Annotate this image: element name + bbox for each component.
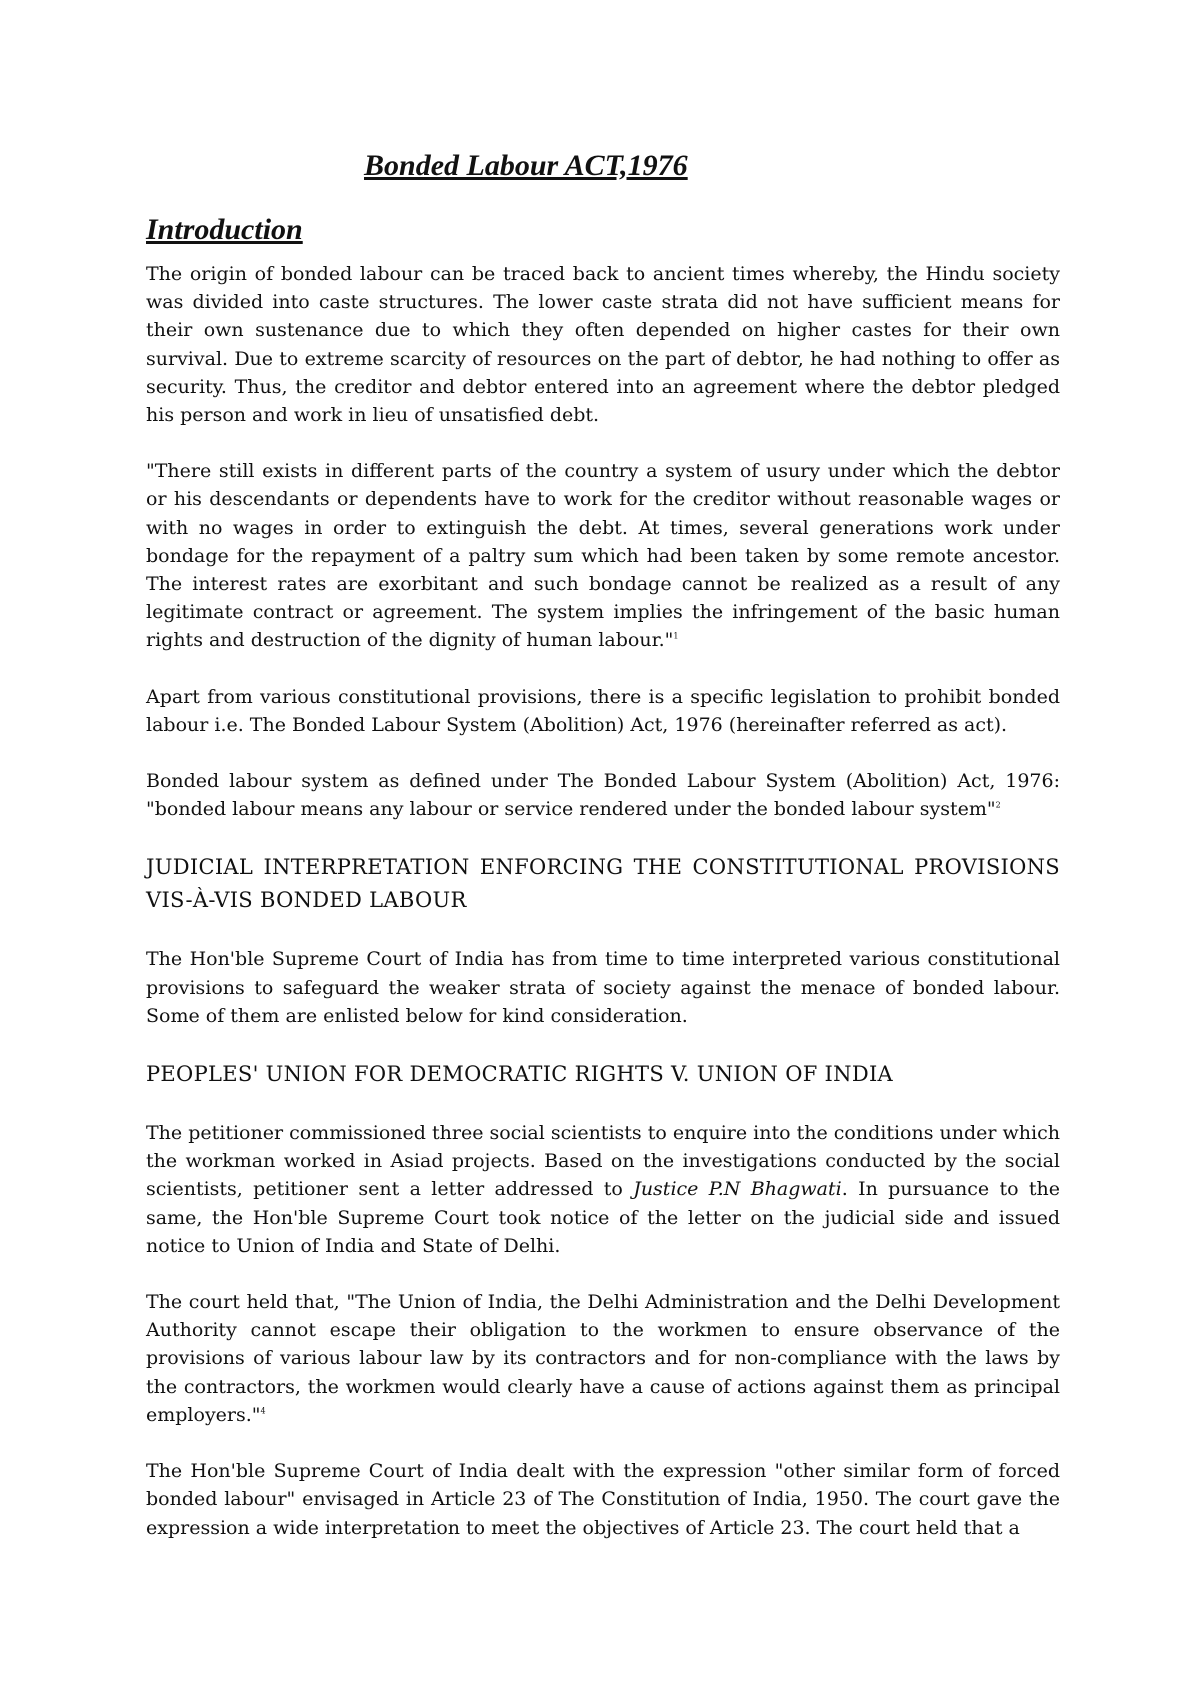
paragraph-article-23-text: The Hon'ble Supreme Court of India dealt with the expression "other similar form of forced bonded labour" envisaged in Article 23 of The Constitution of India, 1950. The court gave the expression a wide interpretation to meet the objectives of Article 23. The court held that a xyxy=(146,1460,1060,1539)
paragraph-supreme-court-text: The Hon'ble Supreme Court of India has from time to time interpreted various constitutional provisions to safeguard the weaker strata of society against the menace of bonded labour. Some of them are enlisted below for kind consideration. xyxy=(146,948,1060,1027)
paragraph-petitioner xyxy=(146,1119,1060,1260)
heading-judicial-interpretation: JUDICIAL INTERPRETATION ENFORCING THE CONSTITUTIONAL PROVISIONS VIS-À-VIS BONDED LABOUR xyxy=(146,855,1060,913)
justice-name: Justice P.N Bhagwati xyxy=(633,1178,842,1201)
paragraph-article-23 xyxy=(146,1457,1060,1542)
paragraph-definition-text: Bonded labour system as defined under The Bonded Labour System (Abolition) Act, 1976: "bonded labour means any labour or service rendered under the bonded labour system" xyxy=(146,770,1060,821)
paragraph-definition xyxy=(146,767,1060,823)
paragraph-petitioner-text-b: . In pursuance to the same, the Hon'ble Supreme Court took notice of the letter on the judicial side and issued notice to Union of India and State of Delhi. xyxy=(146,1178,1060,1257)
footnote-marker: 2 xyxy=(995,800,1001,810)
section-heading-introduction: Introduction xyxy=(146,213,303,246)
paragraph-court-held-text: The court held that, "The Union of India, the Delhi Administration and the Delhi Development Authority cannot escape their obligation to the workmen to ensure observance of the provisions of various labour law by its contractors and for non-compliance with the laws by the contractors, the workmen would clearly have a cause of actions against them as principal employers." xyxy=(146,1291,1060,1426)
footnote-marker: 1 xyxy=(673,632,679,642)
paragraph-petitioner-text-a: The petitioner commissioned three social scientists to enquire into the conditions under which the workman worked in Asiad projects. Based on the investigations conducted by the social scientists, petitioner sent a letter addressed to xyxy=(146,1122,1060,1201)
paragraph-legislation-text: Apart from various constitutional provisions, there is a specific legislation to prohibit bonded labour i.e. The Bonded Labour System (Abolition) Act, 1976 (hereinafter referred as act). xyxy=(146,685,1060,736)
paragraph-quote-usury xyxy=(146,457,1060,654)
paragraph-origin-text: The origin of bonded labour can be traced back to ancient times whereby, the Hindu society was divided into caste structures. The lower caste strata did not have sufficient means for their own sustenance due to which they often depended on higher castes for their own survival. Due to extreme scarcity of resources on the part of debtor, he had nothing to offer as security. Thus, the creditor and debtor entered into an agreement where the debtor pledged his person and work in lieu of unsatisfied debt. xyxy=(146,263,1060,427)
document-title: Bonded Labour ACT,1976 xyxy=(364,149,688,182)
paragraph-quote-usury-text: "There still exists in different parts of the country a system of usury under which the debtor or his descendants or dependents have to work for the creditor without reasonable wages or with no wages in order to extinguish the debt. At times, several generations work under bondage for the repayment of a paltry sum which had been taken by some remote ancestor. The interest rates are exorbitant and such bondage cannot be realized as a result of any legitimate contract or agreement. The system implies the infringement of the basic human rights and destruction of the dignity of human labour." xyxy=(146,460,1060,652)
footnote-marker: 4 xyxy=(260,1406,266,1416)
document-body xyxy=(146,138,1060,1542)
heading-pudr-case: PEOPLES' UNION FOR DEMOCRATIC RIGHTS V. UNION OF INDIA xyxy=(146,1062,894,1087)
paragraph-supreme-court xyxy=(146,945,1060,1030)
paragraph-court-held xyxy=(146,1288,1060,1429)
paragraph-legislation xyxy=(146,683,1060,739)
paragraph-origin xyxy=(146,260,1060,429)
